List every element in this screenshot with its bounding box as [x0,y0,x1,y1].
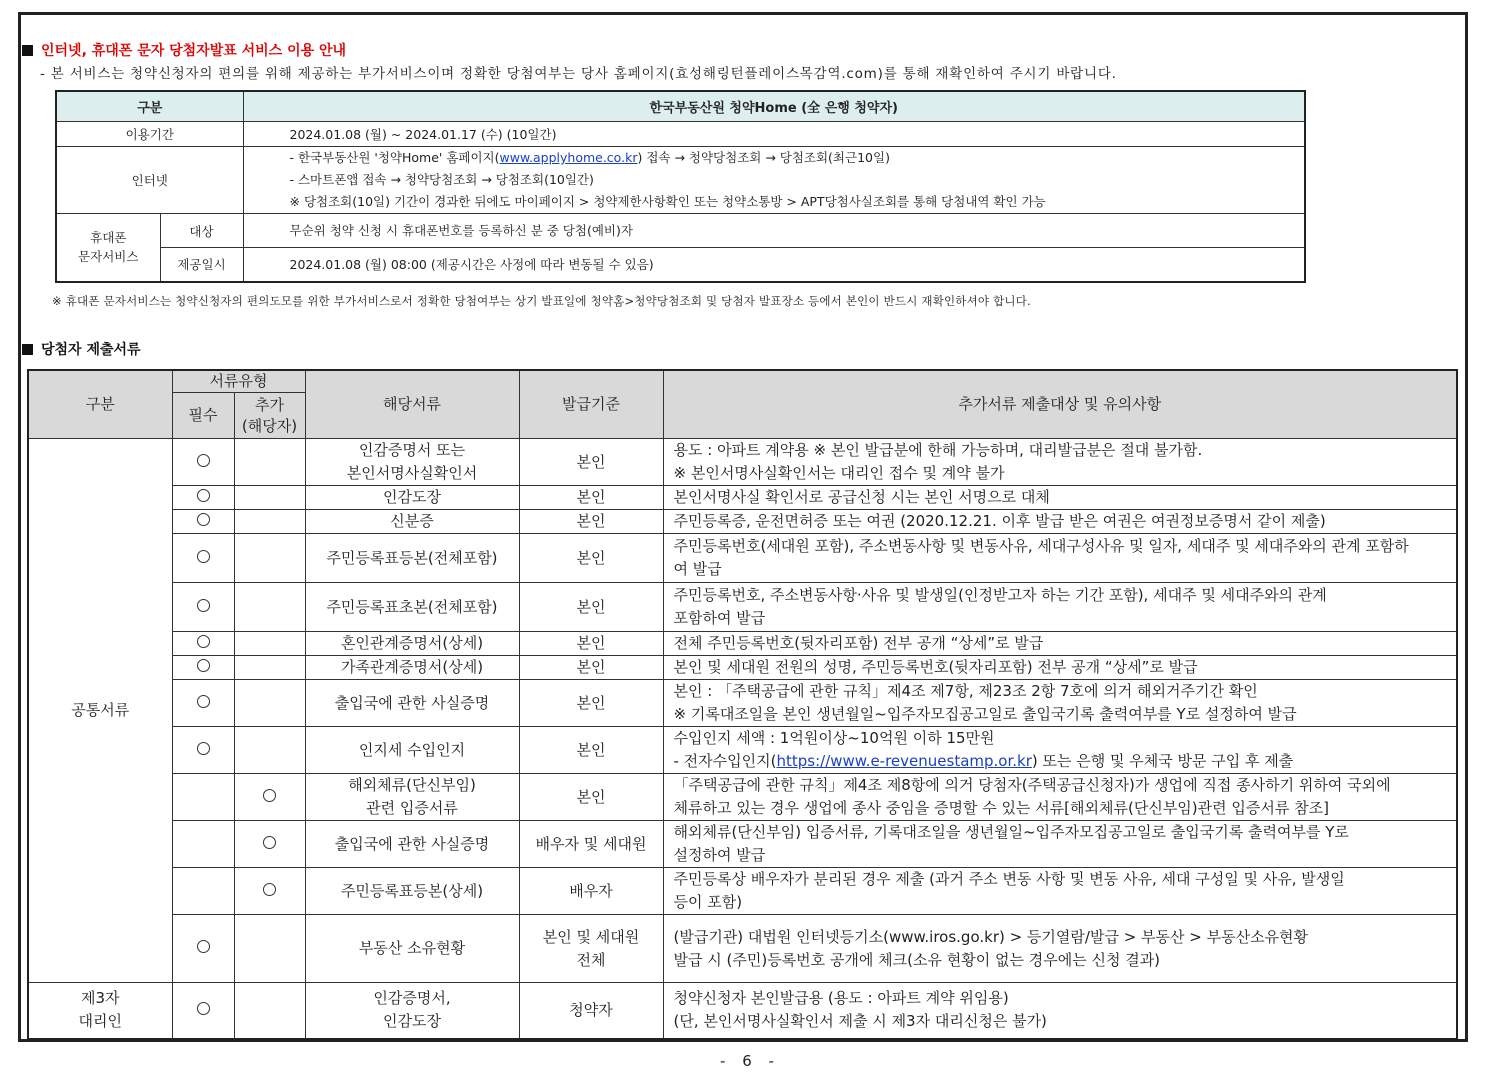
required-mark [172,439,234,486]
header-notes: 추가서류 제출대상 및 유의사항 [663,370,1457,439]
header-document: 해당서류 [305,370,519,439]
circle-mark-icon [197,550,210,563]
table-row [28,727,1457,774]
revenue-stamp-link[interactable]: https://www.e-revenuestamp.or.kr [776,752,1032,770]
table-row [28,680,1457,727]
circle-mark-icon [197,940,210,953]
issuer: 청약자 [519,983,663,1039]
document-name: 주민등록표초본(전체포함) [305,583,519,632]
date-label: 제공일시 [160,248,243,282]
document-name: 출입국에 관한 사실증명 [305,821,519,868]
required-mark [172,656,234,680]
section-title-text: 인터넷, 휴대폰 문자 당첨자발표 서비스 이용 안내 [41,43,347,59]
issuer: 본인 [519,680,663,727]
document-name: 인감증명서 또는 본인서명사실확인서 [305,439,519,486]
notes: 용도 : 아파트 계약용 ※ 본인 발급분에 한해 가능하며, 대리발급분은 절대 불가함. ※ 본인서명사실확인서는 대리인 접수 및 계약 불가 [663,439,1457,486]
period-label: 이용기간 [56,122,243,147]
additional-mark [234,821,305,868]
header-applyhome: 한국부동산원 청약Home (全 은행 청약자) [243,91,1305,122]
circle-mark-icon [197,513,210,526]
document-name: 인감도장 [305,486,519,510]
table-row [28,821,1457,868]
required-mark [172,583,234,632]
notes: 본인 : 「주택공급에 관한 규칙」제4조 제7항, 제23조 2항 7호에 의거 해외거주기간 확인 ※ 기록대조일을 본인 생년월일~입주자모집공고일로 출입국기록 출력여부를 Y로 설정하여 발급 [663,680,1457,727]
header-issuer: 발급기준 [519,370,663,439]
notes: 본인 및 세대원 전원의 성명, 주민등록번호(뒷자리포함) 전부 공개 “상세”로 발급 [663,656,1457,680]
group-common: 공통서류 [28,439,172,983]
header-doc-type: 서류유형 [172,370,305,393]
document-name: 신분증 [305,510,519,534]
internet-label: 인터넷 [56,147,243,214]
header-required: 필수 [172,393,234,439]
required-mark [172,868,234,915]
issuer: 본인 [519,583,663,632]
issuer: 배우자 및 세대원 [519,821,663,868]
additional-mark [234,534,305,583]
table-row [28,439,1457,486]
section-title-notification [22,40,346,60]
document-name: 혼인관계증명서(상세) [305,632,519,656]
additional-mark [234,439,305,486]
issuer: 본인 [519,656,663,680]
circle-mark-icon [197,695,210,708]
date-value: 2024.01.08 (월) 08:00 (제공시간은 사정에 따라 변동될 수 있음) [243,248,1305,282]
required-mark [172,774,234,821]
circle-mark-icon [197,454,210,467]
header-category: 구분 [56,91,243,122]
circle-mark-icon [197,742,210,755]
circle-mark-icon [197,1002,210,1015]
table-row [28,534,1457,583]
table-row [28,868,1457,915]
required-mark [172,486,234,510]
table-row [28,915,1457,983]
required-mark [172,727,234,774]
notes: 「주택공급에 관한 규칙」제4조 제8항에 의거 당첨자(주택공급신청자)가 생업에 직접 종사하기 위하여 국외에 체류하고 있는 경우 생업에 종사 중임을 증명할 수 있는 서류[해외체류(단신부임)관련 입증서류 참조] [663,774,1457,821]
additional-mark [234,583,305,632]
additional-mark [234,510,305,534]
table-row [28,656,1457,680]
notes: 전체 주민등록번호(뒷자리포함) 전부 공개 “상세”로 발급 [663,632,1457,656]
issuer: 본인 [519,632,663,656]
header-additional: 추가 (해당자) [234,393,305,439]
required-mark [172,915,234,983]
required-mark [172,983,234,1039]
issuer: 본인 [519,534,663,583]
notes: 주민등록증, 운전면허증 또는 여권 (2020.12.21. 이후 발급 받은 여권은 여권정보증명서 같이 제출) [663,510,1457,534]
table-row [28,632,1457,656]
document-name: 부동산 소유현황 [305,915,519,983]
section-title-documents [22,339,141,359]
notes: 주민등록상 배우자가 분리된 경우 제출 (과거 주소 변동 사항 및 변동 사유, 세대 구성일 및 사유, 발생일 등이 포함) [663,868,1457,915]
issuer: 본인 [519,486,663,510]
sms-footnote: ※ 휴대폰 문자서비스는 청약신청자의 편의도모를 위한 부가서비스로서 정확한 당첨여부는 상기 발표일에 청약홈>청약당첨조회 및 당첨자 발표장소 등에서 본인이 반드시 재확인하셔야 합니다. [52,294,1031,308]
service-intro: - 본 서비스는 청약신청자의 편의를 위해 제공하는 부가서비스이며 정확한 당첨여부는 당사 홈페이지(효성해링턴플레이스목감역.com)를 통해 재확인하여 주시기 바랍니다. [40,66,1117,82]
issuer: 본인 [519,510,663,534]
sms-service-label: 휴대폰 문자서비스 [56,214,160,282]
table-row [28,983,1457,1039]
notes: 주민등록번호, 주소변동사항·사유 및 발생일(인정받고자 하는 기간 포함), 세대주 및 세대주와의 관계 포함하여 발급 [663,583,1457,632]
additional-mark [234,632,305,656]
required-mark [172,510,234,534]
additional-mark [234,868,305,915]
notes: 수입인지 세액 : 1억원이상~10억원 이하 15만원 - 전자수입인지(https://www.e-revenuestamp.or.kr) 또는 은행 및 우체국 방문 구입 후 제출 [663,727,1457,774]
circle-mark-icon [197,635,210,648]
table-row [28,583,1457,632]
circle-mark-icon [263,883,276,896]
group-third-party-agent: 제3자 대리인 [28,983,172,1039]
internet-line-1: - 한국부동산원 '청약Home' 홈페이지(www.applyhome.co.kr) 접속 → 청약당첨조회 → 당첨조회(최근10일) [289,150,890,165]
issuer: 본인 [519,774,663,821]
circle-mark-icon [263,836,276,849]
applyhome-link[interactable]: www.applyhome.co.kr [499,150,638,165]
circle-mark-icon [197,659,210,672]
notes: 주민등록번호(세대원 포함), 주소변동사항 및 변동사유, 세대구성사유 및 일자, 세대주 및 세대주와의 관계 포함하 여 발급 [663,534,1457,583]
square-bullet-icon [22,344,33,355]
issuer: 본인 및 세대원 전체 [519,915,663,983]
required-documents-table [27,369,1458,1040]
notes: 본인서명사실 확인서로 공급신청 시는 본인 서명으로 대체 [663,486,1457,510]
issuer: 본인 [519,727,663,774]
notes: 청약신청자 본인발급용 (용도 : 아파트 계약 위임용) (단, 본인서명사실확인서 제출 시 제3자 대리신청은 불가) [663,983,1457,1039]
circle-mark-icon [263,789,276,802]
section-title-text: 당첨자 제출서류 [41,342,141,358]
target-value: 무순위 청약 신청 시 휴대폰번호를 등록하신 분 중 당첨(예비)자 [243,214,1305,248]
circle-mark-icon [197,599,210,612]
additional-mark [234,915,305,983]
required-mark [172,632,234,656]
page-number: - 6 - [720,1052,780,1070]
document-name: 인감증명서, 인감도장 [305,983,519,1039]
required-mark [172,680,234,727]
required-mark [172,534,234,583]
document-name: 가족관계증명서(상세) [305,656,519,680]
additional-mark [234,680,305,727]
internet-details [243,147,1305,214]
square-bullet-icon [22,45,33,56]
target-label: 대상 [160,214,243,248]
circle-mark-icon [197,489,210,502]
document-name: 해외체류(단신부임) 관련 입증서류 [305,774,519,821]
period-value: 2024.01.08 (월) ~ 2024.01.17 (수) (10일간) [243,122,1305,147]
additional-mark [234,774,305,821]
header-category: 구분 [28,370,172,439]
additional-mark [234,727,305,774]
additional-mark [234,656,305,680]
table-row [28,486,1457,510]
document-name: 주민등록표등본(전체포함) [305,534,519,583]
table-row [28,510,1457,534]
issuer: 본인 [519,439,663,486]
document-name: 주민등록표등본(상세) [305,868,519,915]
additional-mark [234,983,305,1039]
notes: 해외체류(단신부임) 입증서류, 기록대조일을 생년월일~입주자모집공고일로 출입국기록 출력여부를 Y로 설정하여 발급 [663,821,1457,868]
internet-line-2: - 스마트폰앱 접속 → 청약당첨조회 → 당첨조회(10일간) [289,172,594,187]
required-mark [172,821,234,868]
document-name: 인지세 수입인지 [305,727,519,774]
additional-mark [234,486,305,510]
notes: (발급기관) 대법원 인터넷등기소(www.iros.go.kr) > 등기열람/발급 > 부동산 > 부동산소유현황 발급 시 (주민)등록번호 공개에 체크(소유 현황이 없는 경우에는 신청 결과) [663,915,1457,983]
table-row [28,774,1457,821]
internet-line-3: ※ 당첨조회(10일) 기간이 경과한 뒤에도 마이페이지 > 청약제한사항확인 또는 청약소통방 > APT당첨사실조회를 통해 당첨내역 확인 가능 [289,194,1046,209]
announcement-service-table [55,90,1306,283]
issuer: 배우자 [519,868,663,915]
document-name: 출입국에 관한 사실증명 [305,680,519,727]
